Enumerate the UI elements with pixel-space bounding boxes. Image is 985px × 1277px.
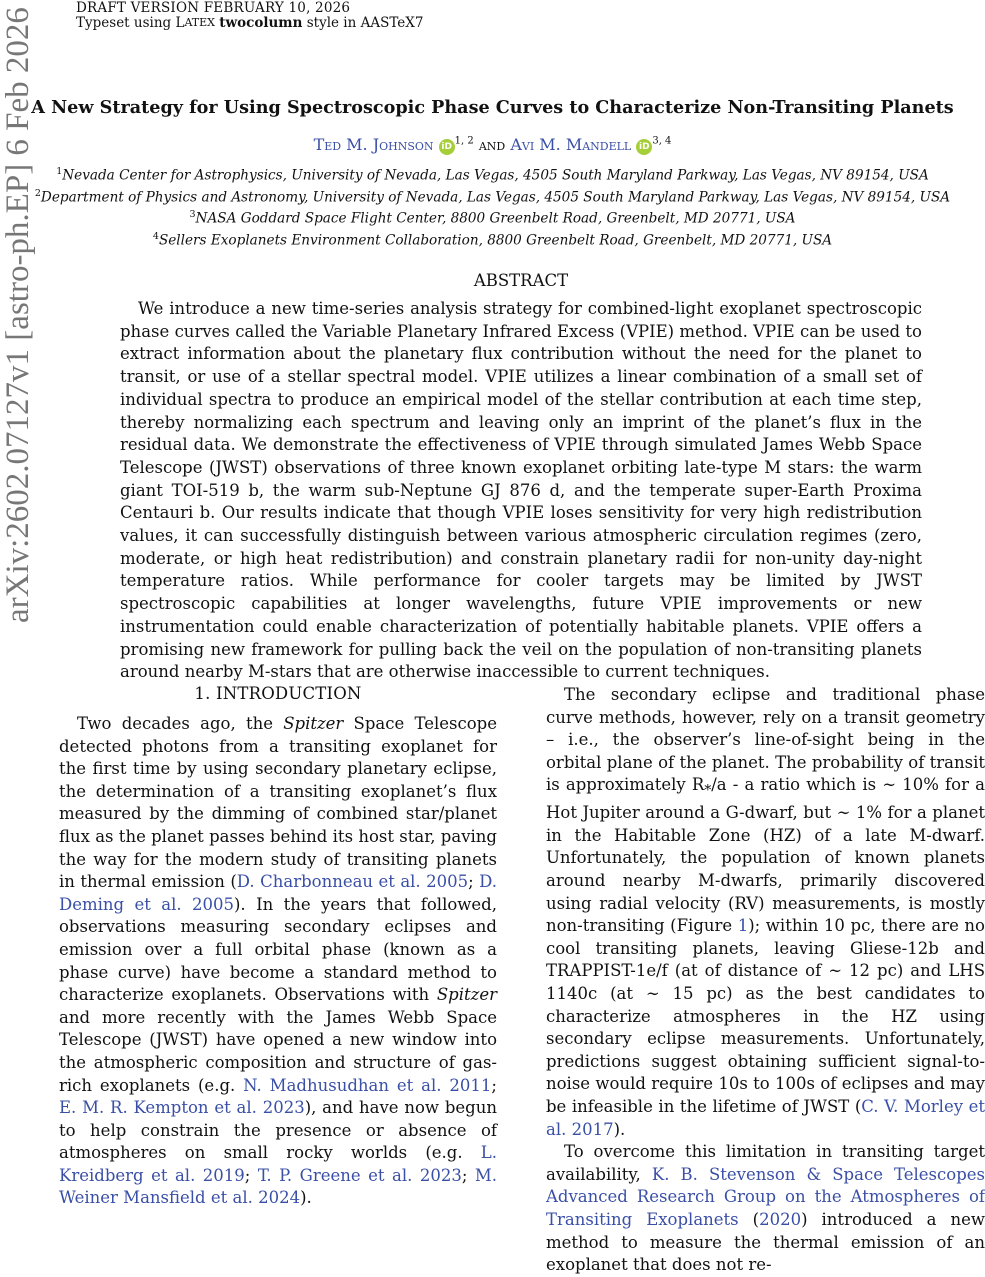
typeset-post: style in AASTeX7 xyxy=(302,15,424,31)
section-heading-introduction: 1. INTRODUCTION xyxy=(194,684,362,703)
affiliation xyxy=(0,209,985,227)
italic-text: Spitzer xyxy=(283,714,344,733)
author-sup: 3, 4 xyxy=(652,135,672,147)
and-word: and xyxy=(478,135,506,154)
intro-paragraph xyxy=(59,713,497,1210)
affiliation xyxy=(0,166,985,184)
citation-link[interactable]: T. P. Greene et al. 2023 xyxy=(257,1165,462,1185)
affiliation-text: Department of Physics and Astronomy, University of Nevada, Las Vegas, 4505 South Maryland Parkway, Las Vegas, NV 89154, USA xyxy=(40,189,951,206)
affiliation xyxy=(0,188,985,206)
affiliation-number: 1 xyxy=(56,166,63,177)
paragraph-text: To overcome this limitation in transiting target availability, xyxy=(546,1142,985,1184)
citation-link[interactable]: 1 xyxy=(737,916,749,936)
paragraph-text: ; xyxy=(244,1165,258,1185)
paragraph-text: ; xyxy=(461,1165,475,1185)
orcid-icon[interactable]: iD xyxy=(439,139,455,155)
arxiv-stamp: arXiv:2602.07127v1 [astro-ph.EP] 6 Feb 2026 xyxy=(0,7,36,623)
paragraph-text: The secondary eclipse and traditional phase curve methods, however, rely on a transit geometry – i.e., the observer’s line-of-sight being in the orbital plane of the planet. The probability of transit is approximately R xyxy=(546,685,985,795)
italic-text: Spitzer xyxy=(436,985,497,1005)
citation-link[interactable]: K. B. Stevenson & Space Telescopes Advanced Research Group on the Atmospheres of Transiting Exoplanets xyxy=(546,1164,985,1229)
paragraph-text: ). xyxy=(613,1119,626,1139)
intro-paragraph xyxy=(546,684,985,1141)
citation-link[interactable]: M. Weiner Mansfield et al. 2024 xyxy=(59,1165,497,1208)
intro-paragraph xyxy=(546,1141,985,1277)
typeset-latex: ATEX xyxy=(184,16,215,29)
subscript-text: * xyxy=(704,782,712,799)
abstract-heading: ABSTRACT xyxy=(473,271,569,290)
citation-link[interactable]: N. Madhusudhan et al. 2011 xyxy=(243,1075,492,1095)
affiliation-number: 4 xyxy=(152,231,159,242)
author-link-johnson[interactable]: Ted M. Johnson xyxy=(313,135,434,154)
affiliation-number: 2 xyxy=(34,188,41,199)
left-column xyxy=(59,713,497,1210)
paragraph-text: ( xyxy=(738,1209,760,1229)
author-line xyxy=(0,135,985,155)
orcid-icon[interactable]: iD xyxy=(636,139,652,155)
author-link-mandell[interactable]: Avi M. Mandell xyxy=(510,135,632,154)
citation-link[interactable]: L. Kreidberg et al. 2019 xyxy=(59,1143,497,1185)
affiliation xyxy=(0,231,985,249)
right-column xyxy=(546,684,985,1277)
citation-link[interactable]: D. Deming et al. 2005 xyxy=(59,872,497,914)
affiliation-text: Nevada Center for Astrophysics, University of Nevada, Las Vegas, 4505 South Maryland Parkway, Las Vegas, NV 89154, USA xyxy=(62,167,929,184)
paragraph-text: Two decades ago, the xyxy=(77,714,284,733)
paper-title: A New Strategy for Using Spectroscopic Phase Curves to Characterize Non-Transiting Planets xyxy=(31,97,954,118)
author-sup: 1, 2 xyxy=(454,135,474,147)
draft-version-line: DRAFT VERSION FEBRUARY 10, 2026 xyxy=(76,0,351,16)
typeset-pre: Typeset using L xyxy=(76,15,185,31)
affiliation-text: Sellers Exoplanets Environment Collaboration, 8800 Greenbelt Road, Greenbelt, MD 20771, USA xyxy=(158,232,833,249)
paragraph-text: ; xyxy=(468,872,480,892)
abstract-text: We introduce a new time-series analysis strategy for combined-light exoplanet spectroscopic phase curves called the Variable Planetary Infrared Excess (VPIE) method. VPIE can be used to extract information about the planetary flux contribution without the need for the planet to transit, or use of a stellar spectral model. VPIE utilizes a linear combination of a small set of individual spectra to produce an empirical model of the stellar contribution at each time step, thereby normalizing each spectrum and leaving only an imprint of the planet’s flux in the residual data. We demonstrate the effectiveness of VPIE through simulated James Webb Space Telescope (JWST) observations of three known exoplanet orbiting late-type M stars: the warm giant TOI-519 b, the warm sub-Neptune GJ 876 d, and the temperate super-Earth Proxima Centauri b. Our results indicate that though VPIE loses sensitivity for very high redistribution values, it can successfully distinguish between various atmospheric circulation regimes (zero, moderate, or high heat redistribution) and constrain planetary radii for non-unity day-night temperature ratios. While performance for cooler targets may be limited by JWST spectroscopic capabilities at longer wavelengths, future VPIE improvements or new instrumentation could enable characterization of potentially habitable planets. VPIE offers a promising new framework for pulling back the veil on the population of non-transiting planets around nearby M-stars that are otherwise inaccessible to current techniques. xyxy=(120,299,922,682)
paragraph-text: ) introduced a new method to measure the thermal emission of an exoplanet that does not re- xyxy=(546,1209,985,1275)
citation-link[interactable]: E. M. R. Kempton et al. 2023 xyxy=(59,1098,305,1118)
paragraph-text: ; xyxy=(491,1075,497,1095)
citation-link[interactable]: D. Charbonneau et al. 2005 xyxy=(236,872,469,892)
affiliation-number: 3 xyxy=(189,209,196,220)
citation-link[interactable]: 2020 xyxy=(759,1209,802,1229)
affiliation-text: NASA Goddard Space Flight Center, 8800 Greenbelt Road, Greenbelt, MD 20771, USA xyxy=(195,210,796,227)
paragraph-text: ). In the years that followed, observations measuring secondary eclipses and emission over a full orbital phase (known as a phase curve) have become a standard method to characterize exoplanets. Observations with xyxy=(59,894,497,1005)
paragraph-text: ); within 10 pc, there are no cool transiting planets, leaving Gliese-12b and TRAPPIST-1e/f (at of distance of ∼ 12 pc) and LHS 1140c (at ∼ 15 pc) as the best candidates to characterize atmospheres in the HZ using secondary eclipse measurements. Unfortunately, predictions suggest obtaining sufficient signal-to-noise would require 10s to 100s of eclipses and may be infeasible in the lifetime of JWST ( xyxy=(546,916,985,1116)
citation-link[interactable]: C. V. Morley et al. 2017 xyxy=(546,1096,985,1139)
paragraph-text: and more recently with the James Webb Space Telescope (JWST) have opened a new window into the atmospheric composition and structure of gas-rich exoplanets (e.g. xyxy=(59,1007,497,1095)
typeset-bold: twocolumn xyxy=(219,15,303,31)
paragraph-text: ). xyxy=(300,1188,312,1208)
paragraph-text: /a - a ratio which is ∼ 10% for a Hot Jupiter around a G-dwarf, but ∼ 1% for a planet in the Habitable Zone (HZ) of a late M-dwarf. Unfortunately, the population of known planets around nearby M-dwarfs, primarily discovered using radial velocity (RV) measurements, is mostly non-transiting (Figure xyxy=(546,775,985,936)
paragraph-text: Space Telescope detected photons from a transiting exoplanet for the first time by using secondary planetary eclipse, the determination of a transiting exoplanet’s flux measured by the dimming of combined star/planet flux as the planet passes behind its host star, paving the way for the modern study of transiting planets in thermal emission ( xyxy=(59,714,497,892)
paragraph-text: ), and have now begun to help constrain the presence or absence of atmospheres on small rocky worlds (e.g. xyxy=(59,1098,497,1163)
